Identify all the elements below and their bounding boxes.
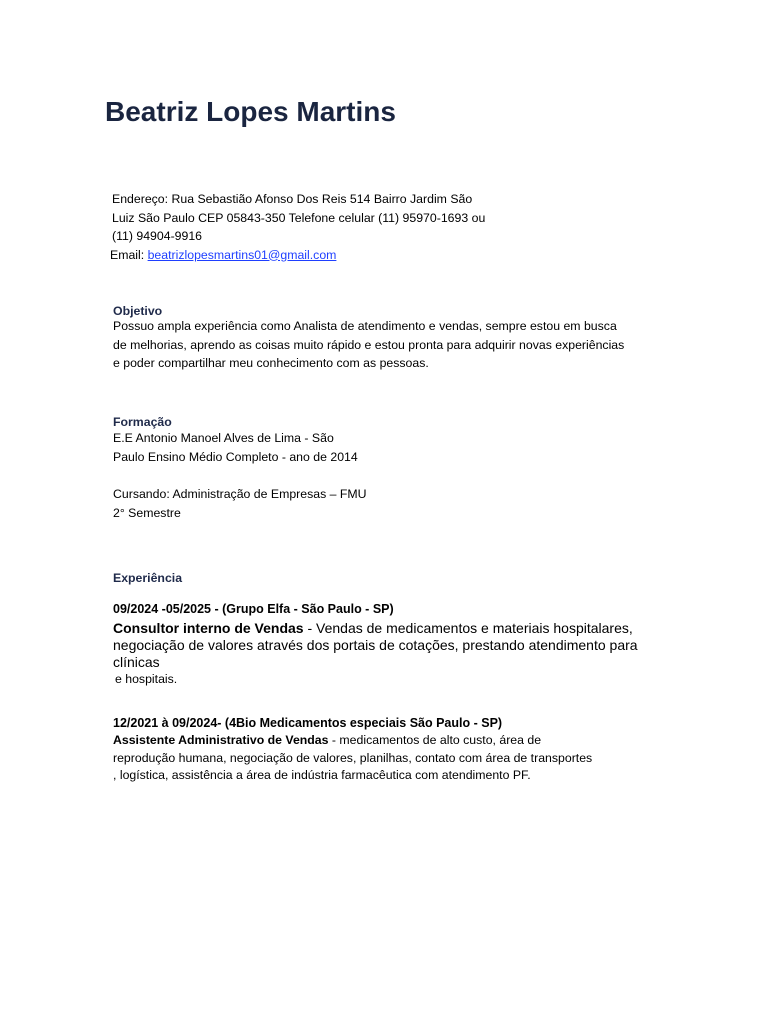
formacao-course-line: 2° Semestre xyxy=(113,505,181,520)
job-desc-line: - Vendas de medicamentos e materiais hospitalares, xyxy=(303,620,633,636)
email-label: Email: xyxy=(110,247,148,262)
job-desc-line: - medicamentos de alto custo, área de xyxy=(328,733,542,747)
contact-email-line xyxy=(110,246,532,265)
job-desc-line: e hospitais. xyxy=(115,672,178,686)
formacao-school xyxy=(113,429,358,466)
job-description xyxy=(113,732,592,785)
formacao-course xyxy=(113,485,367,522)
job-desc-line: clínicas xyxy=(113,654,160,670)
job-title: 12/2021 à 09/2024- (4Bio Medicamentos especiais São Paulo - SP) xyxy=(113,716,503,730)
formacao-school-line: Paulo Ensino Médio Completo - ano de 2014 xyxy=(113,449,358,464)
job-description xyxy=(113,620,643,688)
job-desc-line: reprodução humana, negociação de valores, planilhas, contato com área de transportes xyxy=(113,750,593,765)
email-link[interactable]: beatrizlopesmartins01@gmail.com xyxy=(147,247,337,262)
contact-address-line: Luiz São Paulo CEP 05843-350 Telefone celular (11) 95970-1693 ou xyxy=(112,210,486,225)
contact-address-line: Endereço: Rua Sebastião Afonso Dos Reis 514 Bairro Jardim São xyxy=(112,192,473,206)
job-role: Assistente Administrativo de Vendas xyxy=(113,733,329,747)
formacao-course-line: Cursando: Administração de Empresas – FMU xyxy=(113,487,367,501)
formacao-school-line: E.E Antonio Manoel Alves de Lima - São xyxy=(113,431,334,445)
formacao-heading: Formação xyxy=(113,415,172,429)
objetivo-text xyxy=(113,317,624,373)
contact-block xyxy=(112,190,532,264)
job-title: 09/2024 -05/2025 - (Grupo Elfa - São Paulo - SP) xyxy=(113,602,394,616)
job-desc-line: negociação de valores através dos portais de cotações, prestando atendimento para xyxy=(113,637,638,653)
objetivo-heading: Objetivo xyxy=(113,304,163,318)
objetivo-line: e poder compartilhar meu conhecimento com as pessoas. xyxy=(113,356,429,370)
job-role: Consultor interno de Vendas xyxy=(113,620,304,636)
job-desc-line: , logística, assistência a área de indústria farmacêutica com atendimento PF. xyxy=(113,768,531,782)
objetivo-line: de melhorias, aprendo as coisas muito rápido e estou pronta para adquirir novas experiências xyxy=(113,337,625,352)
experiencia-heading: Experiência xyxy=(113,571,183,585)
contact-phone-line: (11) 94904-9916 xyxy=(112,229,203,243)
candidate-name: Beatriz Lopes Martins xyxy=(105,96,396,127)
objetivo-line: Possuo ampla experiência como Analista de atendimento e vendas, sempre estou em busca xyxy=(113,319,617,333)
